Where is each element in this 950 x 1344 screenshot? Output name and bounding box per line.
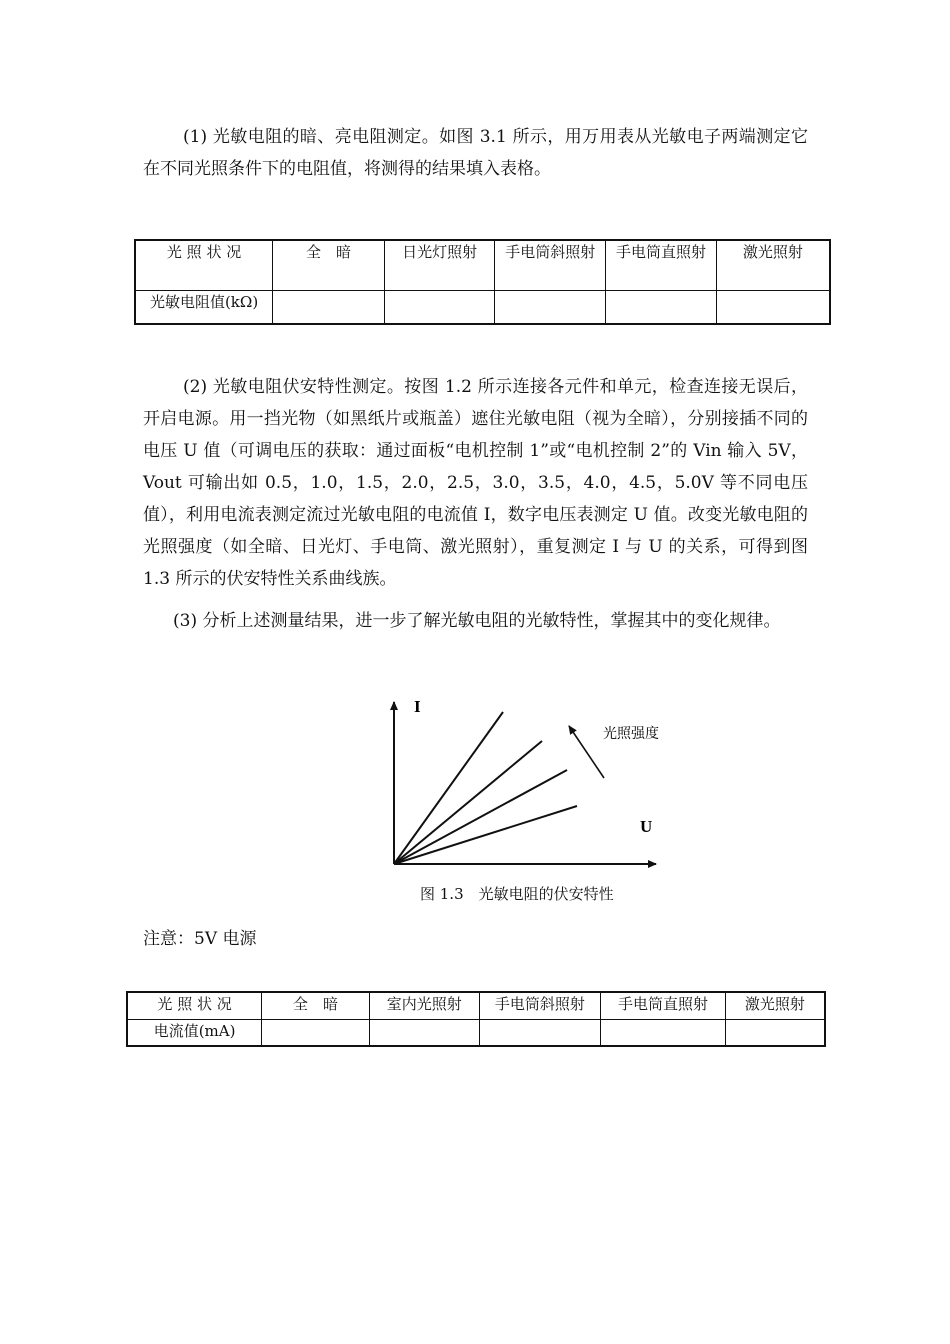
- table-header-cell: 手电筒直照射: [606, 240, 717, 290]
- table-header-cell: 激光照射: [716, 240, 830, 290]
- empty-cell[interactable]: [725, 1019, 825, 1046]
- empty-cell[interactable]: [601, 1019, 726, 1046]
- figure-caption: 图 1.3 光敏电阻的伏安特性: [420, 885, 614, 903]
- iv-diagram: [370, 692, 690, 877]
- table-header-row: [127, 992, 825, 1019]
- section-1-paragraph: [143, 121, 808, 185]
- empty-cell[interactable]: [273, 290, 385, 324]
- empty-cell[interactable]: [384, 290, 495, 324]
- x-axis-label: U: [640, 817, 653, 836]
- table-row: [135, 290, 830, 324]
- table-header-cell: 室内光照射: [369, 992, 479, 1019]
- note-text: 注意：5V 电源: [143, 929, 257, 949]
- iv-characteristic-figure: [370, 692, 690, 881]
- table-header-cell: 激光照射: [725, 992, 825, 1019]
- section-3-paragraph: [143, 605, 808, 637]
- empty-cell[interactable]: [716, 290, 830, 324]
- empty-cell[interactable]: [606, 290, 717, 324]
- row-label: 电流值(mA): [127, 1019, 262, 1046]
- table-header-row: [135, 240, 830, 290]
- table-header-cell: 手电筒直照射: [601, 992, 726, 1019]
- empty-cell[interactable]: [479, 1019, 601, 1046]
- table-header-cell: 手电筒斜照射: [479, 992, 601, 1019]
- y-axis-label: I: [414, 697, 421, 716]
- section-2-text: (2) 光敏电阻伏安特性测定。按图 1.2 所示连接各元件和单元，检查连接无误后，开启电源。用一挡光物（如黑纸片或瓶盖）遮住光敏电阻（视为全暗），分别接插不同的电压 U 值（可调电压的获取：通过面板“电机控制 1”或“电机控制 2”的 Vin 输入 5V，Vout 可输出如 0.5，1.0，1.5，2.0，2.5，3.0，3.5，4.0，4.5，5.0V 等不同电压值），利用电流表测定流过光敏电阻的电流值 I，数字电压表测定 U 值。改变光敏电阻的光照强度（如全暗、日光灯、手电筒、激光照射），重复测定 I 与 U 的关系，可得到图 1.3 所示的伏安特性关系曲线族。: [143, 377, 808, 589]
- empty-cell[interactable]: [495, 290, 606, 324]
- section-2-paragraph: [143, 371, 808, 595]
- empty-cell[interactable]: [369, 1019, 479, 1046]
- empty-cell[interactable]: [262, 1019, 370, 1046]
- table-header-cell: 手电筒斜照射: [495, 240, 606, 290]
- table-header-cell: 全 暗: [273, 240, 385, 290]
- section-3-text: (3) 分析上述测量结果，进一步了解光敏电阻的光敏特性，掌握其中的变化规律。: [173, 611, 781, 631]
- section-1-text: (1) 光敏电阻的暗、亮电阻测定。如图 3.1 所示，用万用表从光敏电子两端测定它在不同光照条件下的电阻值，将测得的结果填入表格。: [143, 127, 808, 179]
- table-row: [127, 1019, 825, 1046]
- table-header-cell: 光 照 状 况: [135, 240, 273, 290]
- table-header-cell: 全 暗: [262, 992, 370, 1019]
- current-table: [126, 991, 826, 1047]
- intensity-label: 光照强度: [603, 726, 659, 742]
- table-header-cell: 日光灯照射: [384, 240, 495, 290]
- intensity-arrow: [569, 726, 604, 778]
- row-label: 光敏电阻值(kΩ): [135, 290, 273, 324]
- table-header-cell: 光 照 状 况: [127, 992, 262, 1019]
- resistance-table: [134, 239, 831, 325]
